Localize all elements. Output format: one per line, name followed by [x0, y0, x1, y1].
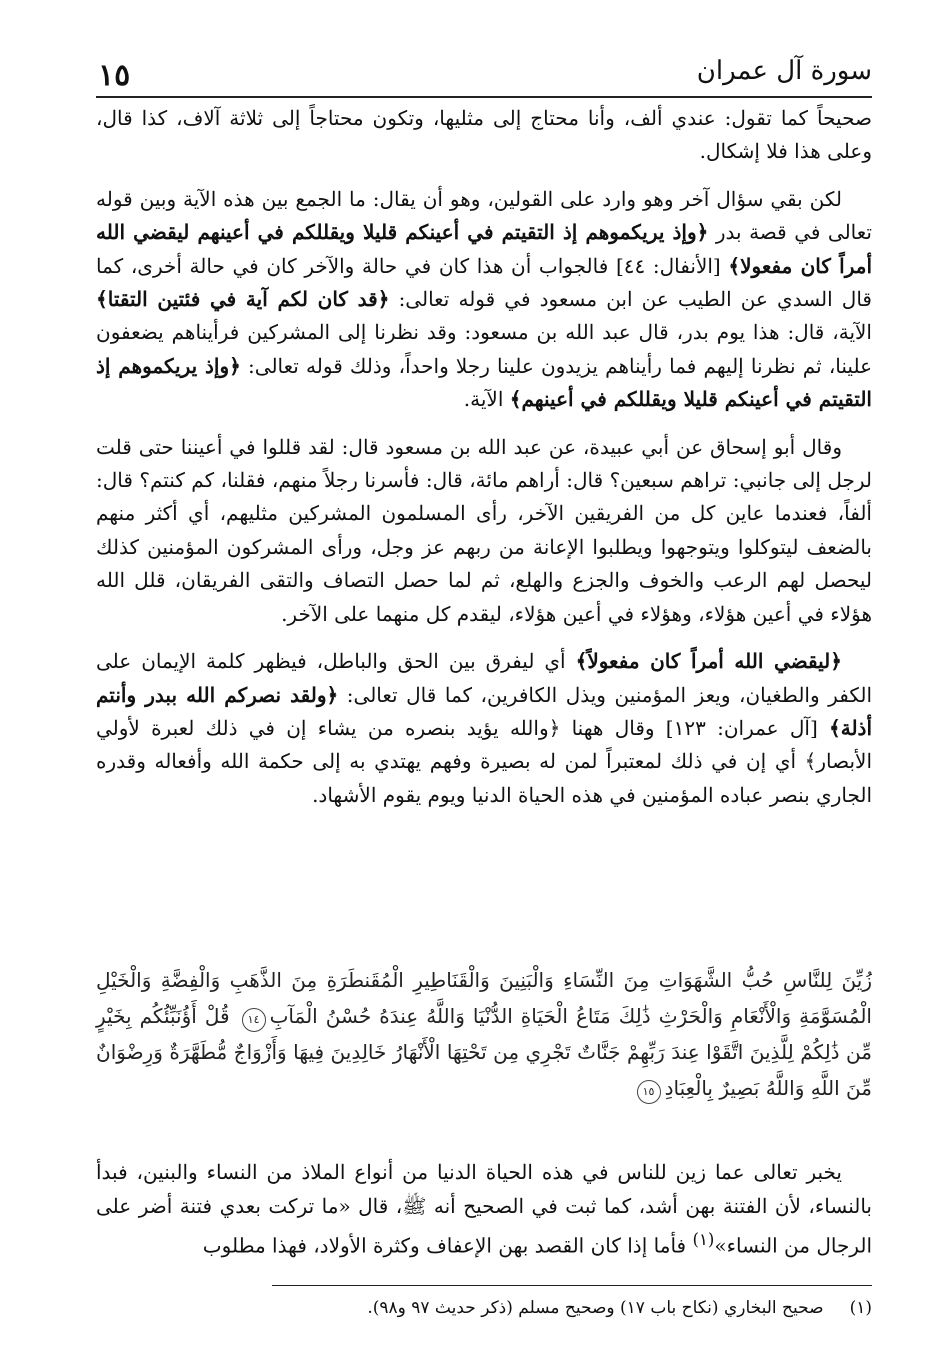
verse-14: زُيِّنَ لِلنَّاسِ حُبُّ الشَّهَوَاتِ مِنَ النِّسَاءِ وَالْبَنِينَ وَالْقَنَاطِيرِ الْمُقَنطَرَةِ مِنَ الذَّهَبِ وَالْفِضَّةِ وَالْخَيْلِ الْمُسَوَّمَةِ وَالْأَنْعَامِ وَالْحَرْثِ ذَٰلِكَ مَتَاعُ الْحَيَاةِ الدُّنْيَا وَاللَّهُ عِندَهُ حُسْنُ الْمَآبِ: [96, 968, 872, 1028]
quran-quote: ﴿وإذ يريكموهم إذ التقيتم في أعينكم قليلا ويقللكم في أعينهم﴾: [96, 353, 872, 412]
commentary-text: [96, 1155, 872, 1263]
paragraph-1: صحيحاً كما تقول: عندي ألف، وأنا محتاج إلى مثليها، وتكون محتاجاً إلى ثلاثة آلاف، كذا قال، وعلى هذا فلا إشكال.: [96, 106, 872, 164]
paragraph-5: [96, 1155, 872, 1263]
paragraph-2-text-1: لكن بقي سؤال آخر وهو وارد على القولين، وهو أن يقال: ما الجمع بين هذه الآية وبين قوله تعالى في قصة بدر: [96, 186, 872, 245]
header-divider: [96, 96, 872, 98]
quran-quote: ﴿قد كان لكم آية في فئتين التقتا﴾: [96, 287, 390, 312]
surah-title: سورة آل عمران: [696, 56, 872, 86]
verse-number-15: ١٥: [637, 1080, 661, 1104]
quran-quote: ﴿ليقضي الله أمراً كان مفعولاً﴾: [575, 649, 842, 674]
main-text: [96, 102, 872, 812]
paragraph-5-text-1: يخبر تعالى عما زين للناس في هذه الحياة الدنيا من أنواع الملاذ من النساء والبنين، فبدأ بالنساء، لأن الفتنة بهن أشد، كما ثبت في الصحيح أنه ﷺ، قال «ما تركت بعدي فتنة أضر على الرجال من النساء»: [96, 1160, 872, 1258]
footnote: [96, 1294, 872, 1322]
footnote-divider: [272, 1285, 872, 1286]
paragraph-2-text-4: الآية.: [463, 387, 510, 412]
quran-quote: ﴿وإذ يريكموهم إذ التقيتم في أعينكم قليلا ويقللكم في أعينهم ليقضي الله أمراً كان مفعولا﴾: [96, 220, 872, 278]
footnote-text: صحيح البخاري (نكاح باب ١٧) وصحيح مسلم (ذكر حديث ٩٧ و٩٨).: [367, 1298, 824, 1318]
quran-quote: ﴿ولقد نصركم الله ببدر وأنتم أذلة﴾: [96, 682, 872, 740]
footnote-number: (١): [849, 1298, 872, 1318]
footnote-reference: (١): [692, 1230, 715, 1249]
paragraph-3: وقال أبو إسحاق عن أبي عبيدة، عن عبد الله بن مسعود قال: لقد قللوا في أعيننا حتى قلت لرجل إلى جانبي: تراهم سبعين؟ قال: أراهم مائة، قال: فأسرنا رجلاً منهم، فقلنا، كم كنتم؟ قال: ألفاً، فعندما عاين كل من الفريقين الآخر، رأى المسلمون المشركين مثليهم، أي أكثر منهم بالضعف ليتوكلوا ويتوجهوا ويطلبوا الإعانة من ربهم عز وجل، ورأى المشركون المؤمنين كذلك ليحصل لهم الرعب والخوف والجزع والهلع، ثم لما حصل التصاف والتقى الفريقان، قلل الله هؤلاء في أعين هؤلاء، وهؤلاء في أعين هؤلاء، ليقدم كل منهما على الآخر.: [96, 434, 872, 626]
paragraph-2-text-3: الآية، قال: هذا يوم بدر، قال عبد الله بن مسعود: وقد نظرنا إلى المشركين فرأيناهم يضعفون علينا، ثم نظرنا إليهم فما رأيناهم يزيدون علينا رجلا واحداً، وذلك قوله تعالى:: [96, 320, 872, 378]
paragraph-4-text-1: أي ليفرق بين الحق والباطل، فيظهر كلمة الإيمان على الكفر والطغيان، ويعز المؤمنين ويذل الكافرين، كما قال تعالى:: [96, 649, 873, 707]
verse-15: قُلْ أَؤُنَبِّئُكُم بِخَيْرٍ مِّن ذَٰلِكُمْ لِلَّذِينَ اتَّقَوْا عِندَ رَبِّهِمْ جَنَّاتٌ تَجْرِي مِن تَحْتِهَا الْأَنْهَارُ خَالِدِينَ فِيهَا وَأَزْوَاجٌ مُّطَهَّرَةٌ وَرِضْوَانٌ مِّنَ اللَّهِ وَاللَّهُ بَصِيرٌ بِالْعِبَادِ: [96, 1004, 872, 1100]
paragraph-2-text-2: [الأنفال: ٤٤] فالجواب أن هذا كان في حالة والآخر كان في حالة أخرى، كما قال السدي عن الطيب عن ابن مسعود في قوله تعالى:: [96, 253, 872, 312]
paragraph-4-text-2: [آل عمران: ١٢٣] وقال ههنا ﴿والله يؤيد بنصره من يشاء إن في ذلك لعبرة لأولي الأبصار﴾ أي إن في ذلك لمعتبراً لمن له بصيرة وفهم يهتدي به إلى حكمة الله وأفعاله وقدره الجاري بنصر عباده المؤمنين في هذه الحياة الدنيا ويوم يقوم الأشهاد.: [96, 715, 872, 807]
paragraph-2: [96, 183, 872, 417]
quran-verses-block: [96, 962, 872, 1106]
page-number: ١٥: [98, 58, 131, 93]
paragraph-4: [96, 645, 872, 812]
paragraph-5-text-2: فأما إذا كان القصد بهن الإعفاف وكثرة الأولاد، فهذا مطلوب: [202, 1233, 693, 1258]
verse-number-14: ١٤: [242, 1008, 266, 1032]
page-header: [96, 50, 872, 94]
